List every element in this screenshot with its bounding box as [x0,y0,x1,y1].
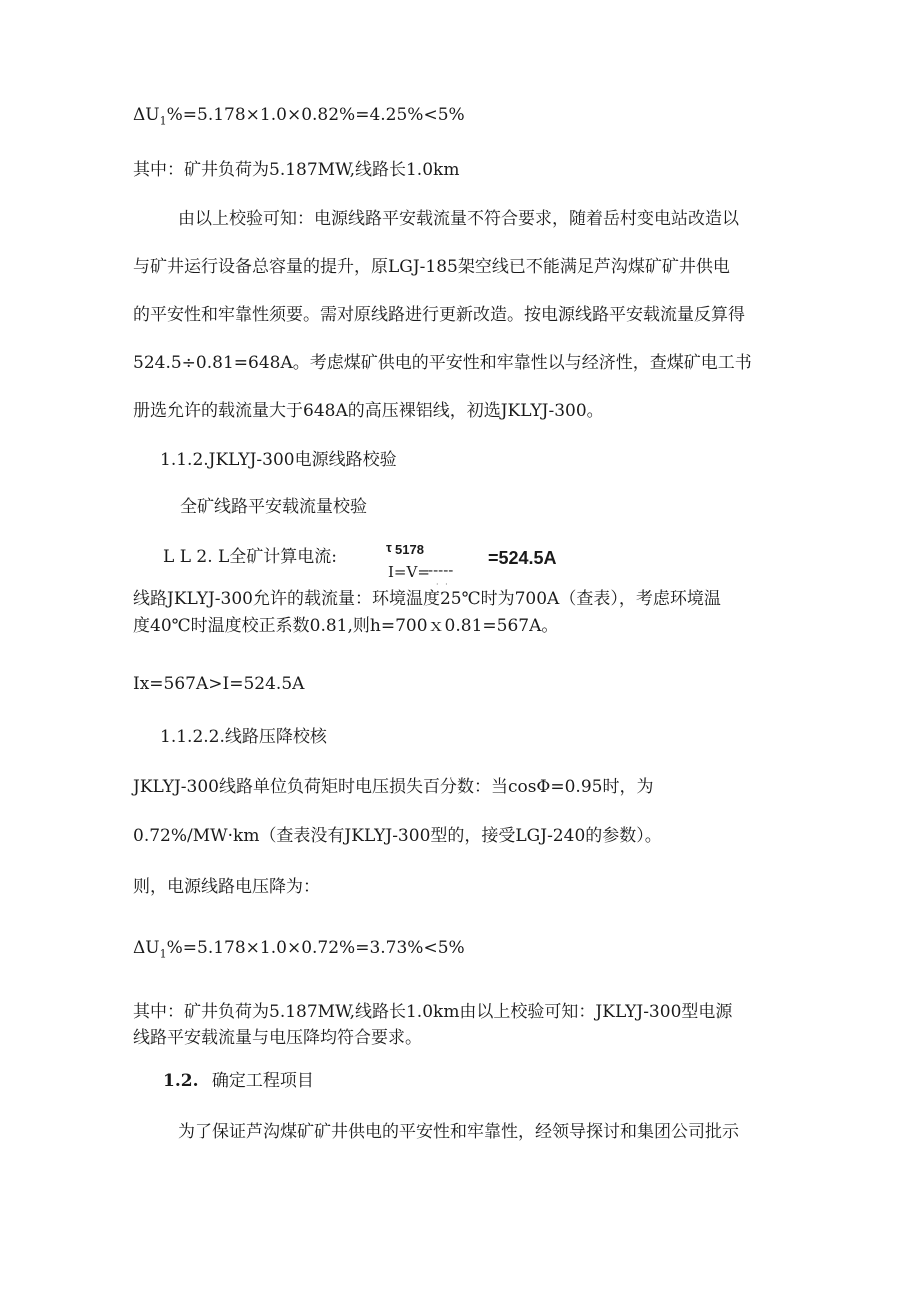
section-title: 确定工程项目 [211,1071,314,1091]
text-line: 其中：矿井负荷为5.187MW,线路长1.0km [133,160,460,180]
formula-prefix: L L 2. L全矿计算电流: [163,547,338,567]
delta-u-symbol: ΔU [133,938,160,958]
delta-u-subscript: 1 [159,114,167,128]
text-line: 的平安性和牢靠性须要。需对原线路进行更新改造。按电源线路平安载流量反算得 [133,305,745,325]
formula-result: =524.5A [488,548,557,568]
text-line: 0.72%/MW·km（查表没有JKLYJ-300型的，接受LGJ-240的参数）。 [133,826,662,846]
section-heading-1-1-2-2: 1.1.2.2.线路压降校核 [160,727,327,747]
delta-u-expression: %=5.178×1.0×0.82%=4.25%<5% [166,105,465,125]
section-number: 1.2. [163,1071,199,1091]
voltage-drop-formula-1 [133,107,465,126]
formula-dashes: ----- [428,561,454,579]
delta-u-symbol: ΔU [133,105,160,125]
section-heading-1-1-2: 1.1.2.JKLYJ-300电源线路校验 [160,450,397,470]
text-line: 则，电源线路电压降为： [133,877,320,897]
text-line: 为了保证芦沟煤矿矿井供电的平安性和牢靠性，经领导探讨和集团公司批示 [178,1122,739,1142]
subheading: 全矿线路平安载流量校验 [180,497,367,517]
text-line: 524.5÷0.81=648A。考虑煤矿供电的平安性和牢靠性以与经济性，查煤矿电工书 [133,353,752,373]
section-heading-1-2 [163,1073,314,1090]
delta-u-subscript: 1 [159,947,167,961]
text-line: 度40℃时温度校正系数0.81,则h=700ｘ0.81=567A。 [133,616,559,636]
formula-lhs: I=V= [388,563,430,581]
formula-mark: τ [386,540,392,555]
text-line: 线路平安载流量与电压降均符合要求。 [133,1028,422,1048]
voltage-drop-formula-2 [133,940,465,959]
text-line: 册选允许的载流量大于648A的高压裸铝线，初选JKLYJ-300。 [133,401,604,421]
formula-numerator: 5178 [395,542,424,557]
text-line: 与矿井运行设备总容量的提升，原LGJ-185架空线已不能满足芦沟煤矿矿井供电 [133,257,730,277]
text-line: Ix=567A>I=524.5A [133,674,305,694]
formula-dots: · · [436,580,450,589]
delta-u-expression: %=5.178×1.0×0.72%=3.73%<5% [166,938,465,958]
text-line: JKLYJ-300线路单位负荷矩时电压损失百分数：当cosΦ=0.95时，为 [133,777,654,797]
text-line: 由以上校验可知：电源线路平安载流量不符合要求，随着岳村变电站改造以 [178,209,739,229]
text-line: 其中：矿井负荷为5.187MW,线路长1.0km由以上校验可知：JKLYJ-300型电源 [133,1002,733,1022]
text-line: 线路JKLYJ-300允许的载流量：环境温度25℃时为700A（查表），考虑环境温 [133,589,721,609]
